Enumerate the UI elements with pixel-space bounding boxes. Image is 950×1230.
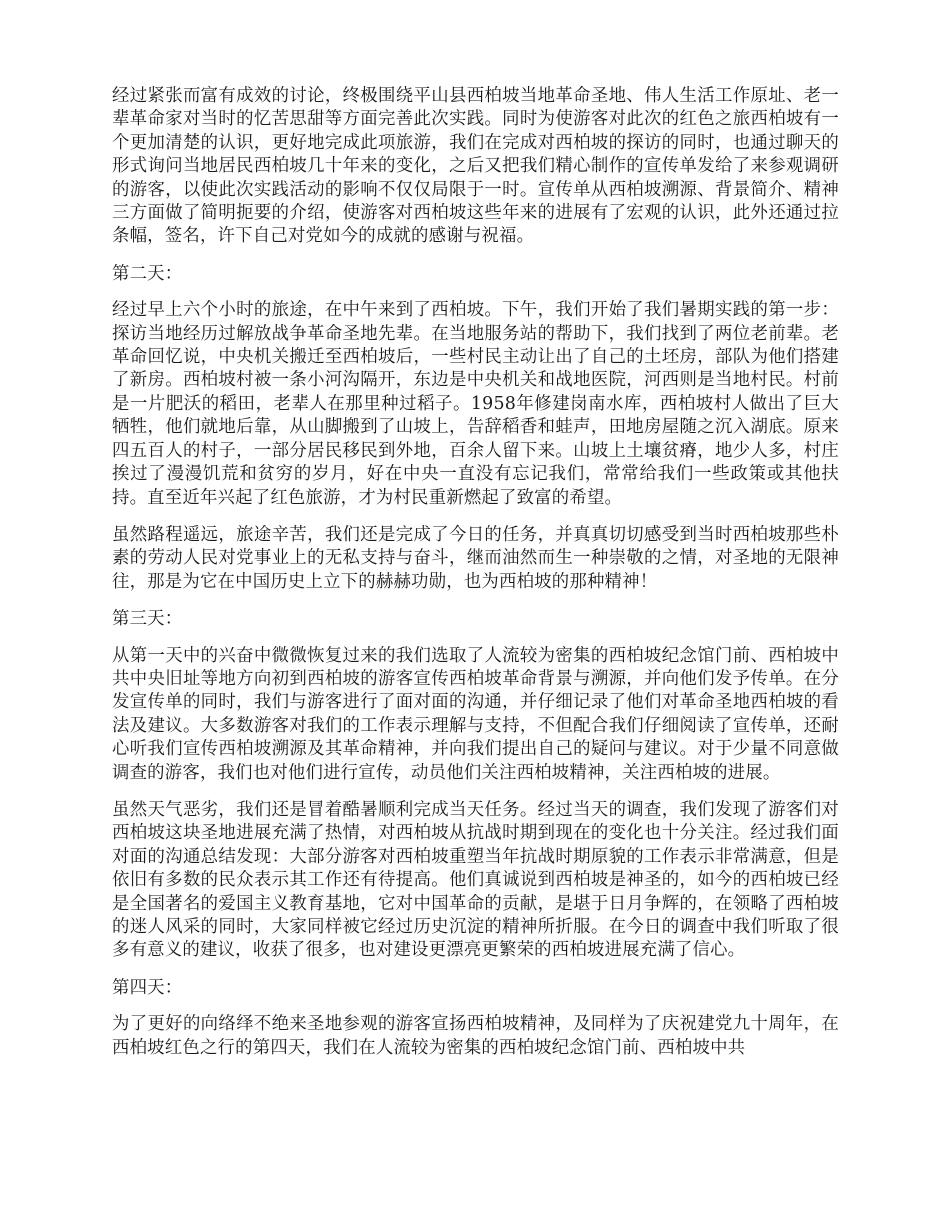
heading-day-four: 第四天： bbox=[112, 977, 183, 998]
paragraph-day-two-reflection: 虽然路程遥远，旅途辛苦，我们还是完成了今日的任务，并真真切切感受到当时西柏坡那些朴素的劳动人民对党事业上的无私支持与奋斗，继而油然而生一种崇敬的之情，对圣地的无限神往，那是为它在中国历史上立下的赫赫功勋，也为西柏坡的那种精神！ bbox=[112, 524, 839, 592]
paragraph-day-four: 为了更好的向络绎不绝来圣地参观的游客宣扬西柏坡精神，及同样为了庆祝建党九十周年，在西柏坡红色之行的第四天，我们在人流较为密集的西柏坡纪念馆门前、西柏坡中共 bbox=[112, 1014, 839, 1058]
paragraph-day-two-visit: 经过早上六个小时的旅途，在中午来到了西柏坡。下午，我们开始了我们暑期实践的第一步：探访当地经历过解放战争革命圣地先辈。在当地服务站的帮助下，我们找到了两位老前辈。老革命回忆说，中央机关搬迁至西柏坡后，一些村民主动让出了自己的土坯房，部队为他们搭建了新房。西柏坡村被一条小河沟隔开，东边是中央机关和战地医院，河西则是当地村民。村前是一片肥沃的稻田，老辈人在那里种过稻子。1958年修建岗南水库，西柏坡村人做出了巨大牺牲，他们就地后靠，从山脚搬到了山坡上，告辞稻香和蛙声，田地房屋随之沉入湖底。原来四五百人的村子，一部分居民移民到外地，百余人留下来。山坡上土壤贫瘠，地少人多，村庄挨过了漫漫饥荒和贫穷的岁月，好在中央一直没有忘记我们，常常给我们一些政策或其他扶持。直至近年兴起了红色旅游，才为村民重新燃起了致富的希望。 bbox=[112, 300, 839, 508]
document-body bbox=[112, 85, 839, 1074]
heading-day-three: 第三天： bbox=[112, 609, 183, 630]
heading-day-two: 第二天： bbox=[112, 263, 183, 284]
paragraph-intro: 经过紧张而富有成效的讨论，终极围绕平山县西柏坡当地革命圣地、伟人生活工作原址、老一辈革命家对当时的忆苦思甜等方面完善此次实践。同时为使游客对此次的红色之旅西柏坡有一个更加清楚的认识，更好地完成此项旅游，我们在完成对西柏坡的探访的同时，也通过聊天的形式询问当地居民西柏坡几十年来的变化，之后又把我们精心制作的宣传单发给了来参观调研的游客，以使此次实践活动的影响不仅仅局限于一时。宣传单从西柏坡溯源、背景简介、精神三方面做了简明扼要的介绍，使游客对西柏坡这些年来的进展有了宏观的认识，此外还通过拉条幅，签名，许下自己对党如今的成就的感谢与祝福。 bbox=[112, 86, 839, 247]
paragraph-day-three-flyers: 从第一天中的兴奋中微微恢复过来的我们选取了人流较为密集的西柏坡纪念馆门前、西柏坡中共中央旧址等地方向初到西柏坡的游客宣传西柏坡革命背景与溯源，并向他们发予传单。在分发宣传单的同时，我们与游客进行了面对面的沟通，并仔细记录了他们对革命圣地西柏坡的看法及建议。大多数游客对我们的工作表示理解与支持，不但配合我们仔细阅读了宣传单，还耐心听我们宣传西柏坡溯源及其革命精神，并向我们提出自己的疑问与建议。对于少量不同意做调查的游客，我们也对他们进行宣传，动员他们关注西柏坡精神，关注西柏坡的进展。 bbox=[112, 645, 839, 783]
paragraph-day-three-survey: 虽然天气恶劣，我们还是冒着酷暑顺利完成当天任务。经过当天的调查，我们发现了游客们对西柏坡这块圣地进展充满了热情，对西柏坡从抗战时期到现在的变化也十分关注。经过我们面对面的沟通总结发现：大部分游客对西柏坡重塑当年抗战时期原貌的工作表示非常满意，但是依旧有多数的民众表示其工作还有待提高。他们真诚说到西柏坡是神圣的，如今的西柏坡已经是全国著名的爱国主义教育基地，它对中国革命的贡献，是堪于日月争辉的，在领略了西柏坡的迷人风采的同时，大家同样被它经过历史沉淀的精神所折服。在今日的调查中我们听取了很多有意义的建议，收获了很多，也对建设更漂亮更繁荣的西柏坡进展充满了信心。 bbox=[112, 799, 839, 961]
